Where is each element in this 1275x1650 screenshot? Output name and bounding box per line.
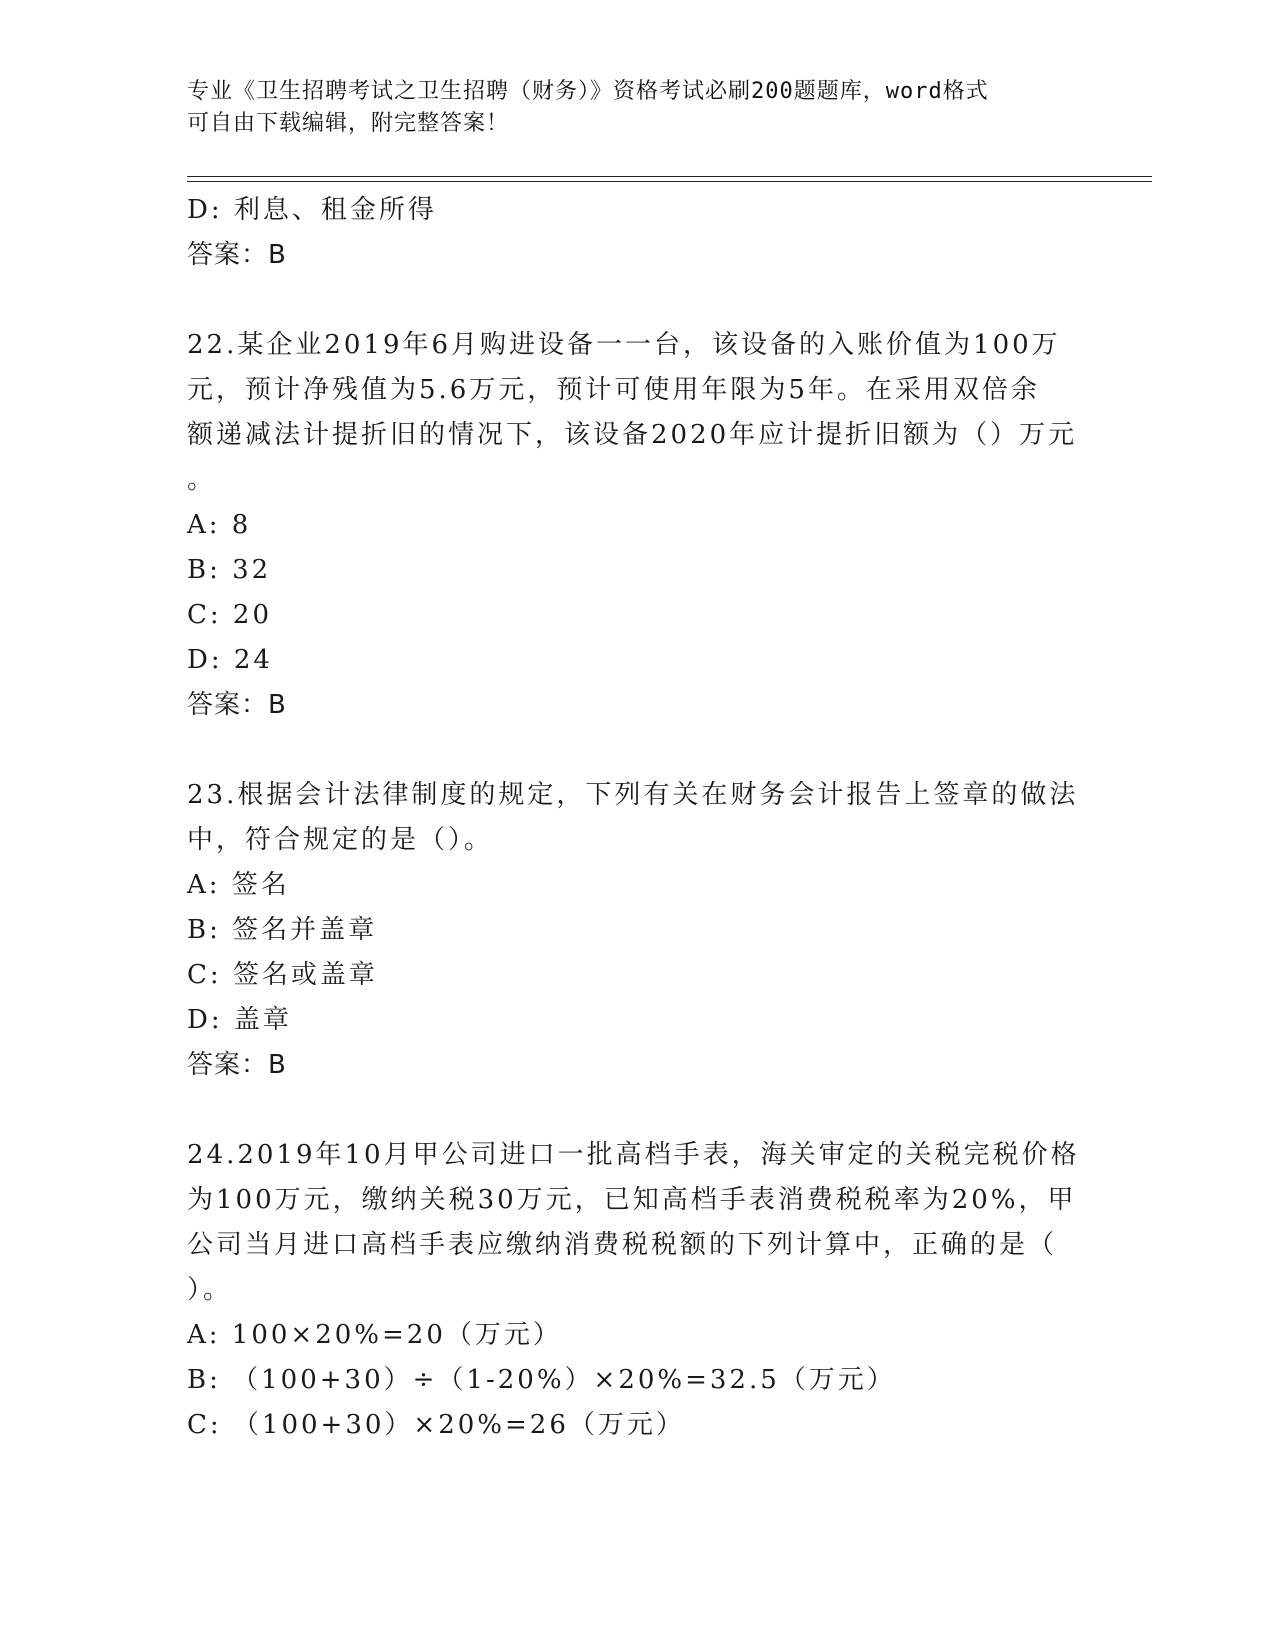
answer-line: 答案：B (187, 690, 287, 720)
question-text-line: 额递减法计提折旧的情况下，该设备2020年应计提折旧额为（）万元 (187, 420, 1078, 450)
option-d: D: 24 (187, 645, 273, 675)
option-d: D: 利息、租金所得 (187, 195, 437, 225)
option-a: A: 100×20%=20（万元） (187, 1320, 562, 1350)
question-text-line: 为100万元，缴纳关税30万元，已知高档手表消费税税率为20%，甲 (187, 1185, 1077, 1215)
option-a: A: 签名 (187, 870, 290, 900)
option-c: C: （100+30）×20%=26（万元） (187, 1410, 685, 1440)
option-d: D: 盖章 (187, 1005, 292, 1035)
option-b: B: （100+30）÷（1-20%）×20%=32.5（万元） (187, 1365, 896, 1395)
question-23 (187, 773, 1079, 1088)
option-c: C: 签名或盖章 (187, 960, 378, 990)
header-line-2: 可自由下载编辑，附完整答案！ (187, 111, 510, 136)
header-line-1: 专业《卫生招聘考试之卫生招聘（财务）》资格考试必刷200题题库，word格式 (187, 79, 989, 104)
question-text-line: 公司当月进口高档手表应缴纳消费税税额的下列计算中，正确的是（ (187, 1230, 1058, 1260)
answer-line: 答案：B (187, 1050, 287, 1080)
document-body (187, 188, 1080, 1448)
question-text-line: 24.2019年10月甲公司进口一批高档手表，海关审定的关税完税价格 (187, 1140, 1080, 1170)
spacer (187, 728, 1067, 773)
question-text-line: 23.根据会计法律制度的规定，下列有关在财务会计报告上签章的做法 (187, 780, 1079, 810)
option-a: A: 8 (187, 510, 252, 540)
question-24 (187, 1133, 1080, 1448)
question-text-line: 中，符合规定的是（）。 (187, 825, 494, 855)
question-text-line: 22.某企业2019年6月购进设备一一台，该设备的入账价值为100万 (187, 330, 1061, 360)
option-b: B: 32 (187, 555, 272, 585)
question-22 (187, 323, 1078, 728)
page-header (187, 76, 1067, 140)
previous-question-tail (187, 188, 1067, 278)
question-text-line: ）。 (187, 1275, 233, 1305)
answer-line: 答案：B (187, 240, 287, 270)
question-text-line: 元，预计净残值为5.6万元，预计可使用年限为5年。在采用双倍余 (187, 375, 1040, 405)
spacer (187, 1088, 1067, 1133)
question-text-line: 。 (187, 465, 217, 495)
spacer (187, 278, 1067, 323)
option-c: C: 20 (187, 600, 273, 630)
header-divider (187, 176, 1152, 182)
option-b: B: 签名并盖章 (187, 915, 378, 945)
